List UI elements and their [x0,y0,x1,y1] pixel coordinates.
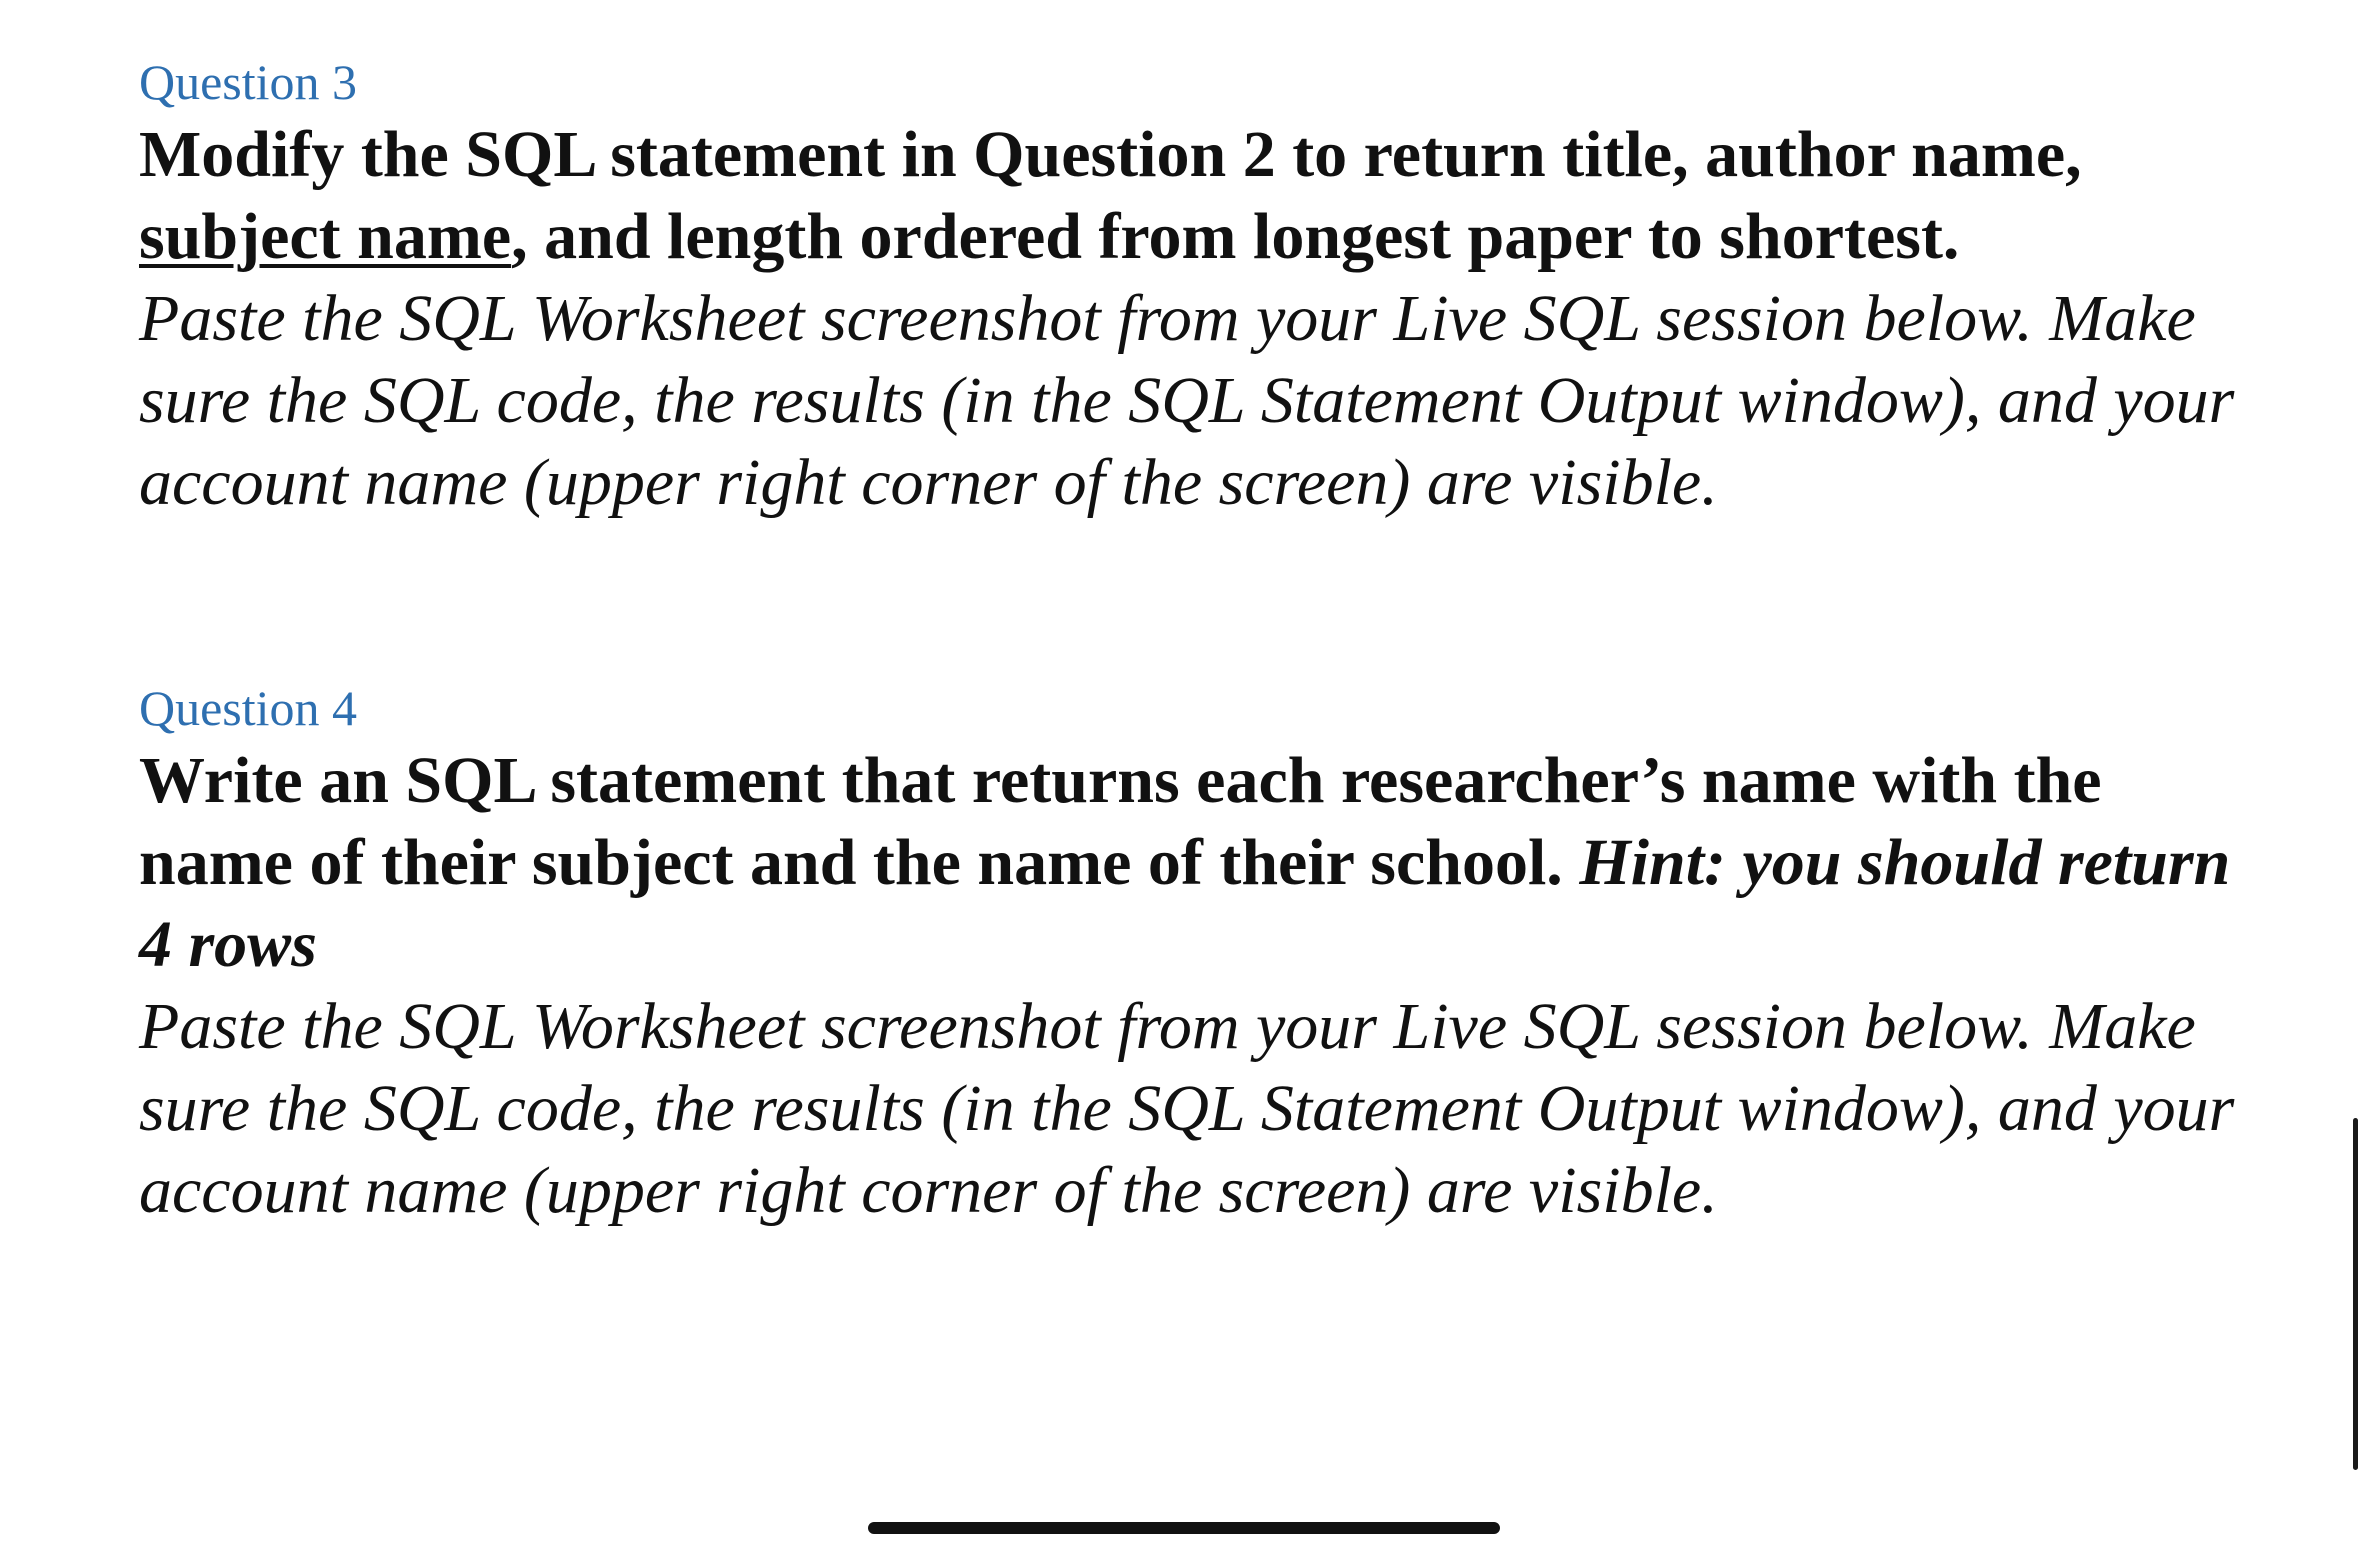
question-3-title-end: , and length ordered from longest paper to shortest. [511,200,1960,273]
question-3-title-start: Modify the SQL statement in Question 2 to return title, author name, [139,118,2082,191]
document-page [139,50,2259,1232]
question-4-instructions: Paste the SQL Worksheet screenshot from your Live SQL session below. Make sure the SQL code, the results (in the SQL Statement Output window), and your account name (upper right corner of the screen) are visible. [139,990,2235,1227]
question-3-title-underlined: subject name [139,200,512,273]
question-4-hint: Hint: you should return 4 rows [139,826,2231,981]
question-4-label: Question 4 [139,680,358,736]
question-4-title [139,740,2259,986]
question-3-title [139,114,2259,278]
question-3 [139,50,2259,524]
question-4-title-text: Write an SQL statement that returns each researcher’s name with the name of their subject and the name of their school. [139,744,2102,899]
question-3-instructions: Paste the SQL Worksheet screenshot from your Live SQL session below. Make sure the SQL code, the results (in the SQL Statement Output window), and your account name (upper right corner of the screen) are visible. [139,282,2235,519]
question-4 [139,676,2259,1232]
question-3-label: Question 3 [139,54,358,110]
home-indicator[interactable] [868,1522,1500,1534]
scroll-indicator[interactable] [2353,1118,2358,1470]
